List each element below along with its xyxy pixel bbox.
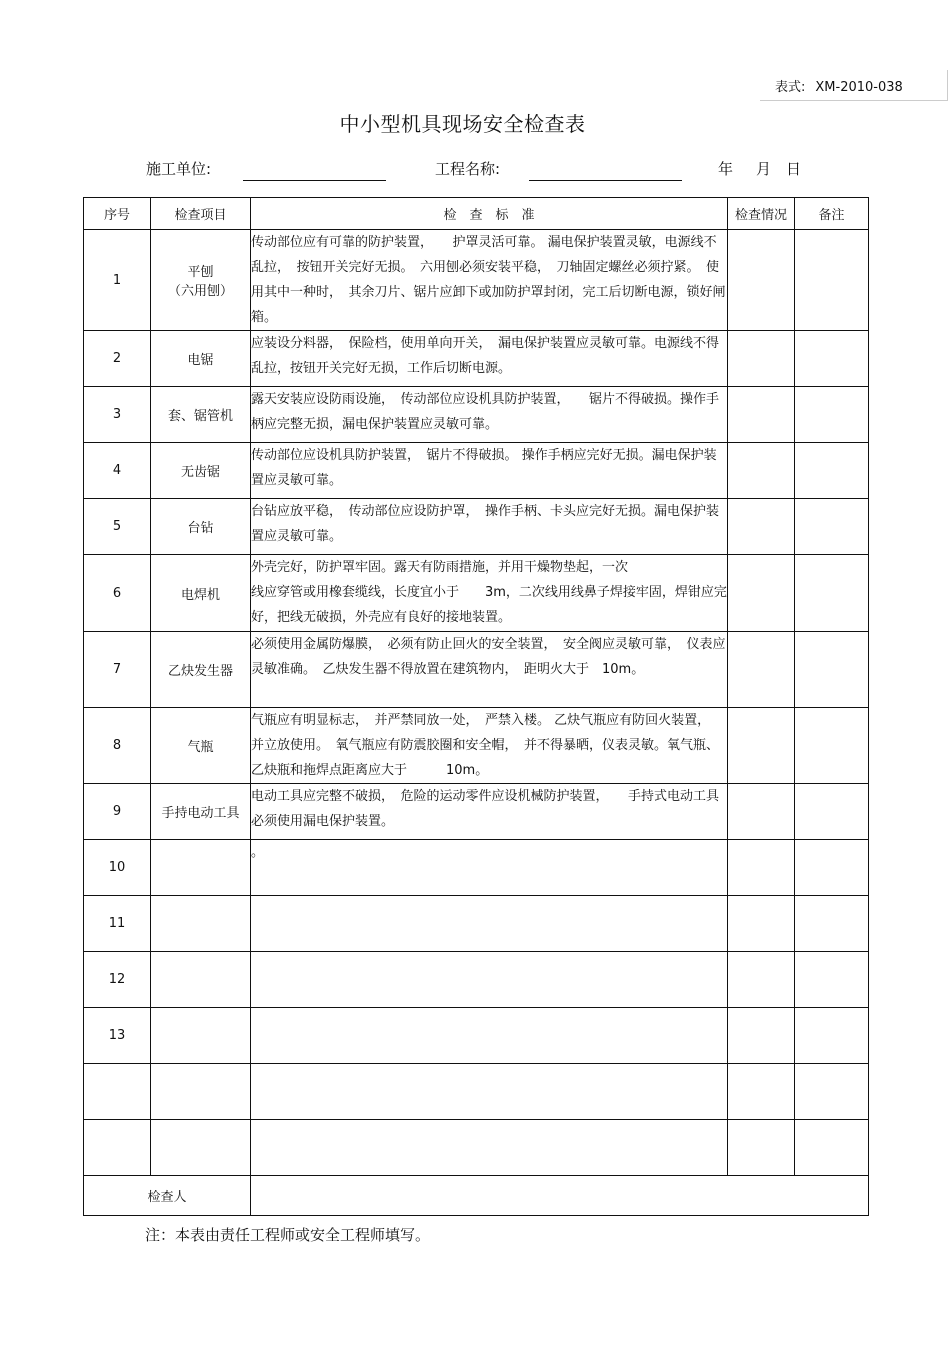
row-seq: 4 (84, 443, 151, 499)
row-seq: 3 (84, 387, 151, 443)
row-remark-field[interactable] (795, 708, 869, 784)
row-remark-field[interactable] (795, 331, 869, 387)
row-status-field[interactable] (728, 230, 795, 331)
inspector-field[interactable] (251, 1176, 869, 1216)
row-item (151, 952, 251, 1008)
row-item: 套、锯管机 (151, 387, 251, 443)
row-standard: 电动工具应完整不破损， 危险的运动零件应设机械防护装置， 手持式电动工具必须使用漏电保护装置。 (251, 784, 728, 840)
row-remark-field[interactable] (795, 387, 869, 443)
project-name-field[interactable] (529, 180, 682, 181)
row-status-field[interactable] (728, 840, 795, 896)
project-name-label: 工程名称: (435, 160, 501, 178)
table-row (84, 499, 869, 555)
row-remark-field[interactable] (795, 1064, 869, 1120)
row-remark-field[interactable] (795, 230, 869, 331)
row-item: 平刨 （六用刨） (151, 230, 251, 331)
row-standard: 露天安装应设防雨设施， 传动部位应设机具防护装置， 锯片不得破损。操作手柄应完整无损，漏电保护装置应灵敏可靠。 (251, 387, 728, 443)
row-remark-field[interactable] (795, 632, 869, 708)
row-remark-field[interactable] (795, 896, 869, 952)
table-row (84, 840, 869, 896)
table-row (84, 555, 869, 632)
row-item (151, 840, 251, 896)
row-status-field[interactable] (728, 896, 795, 952)
table-row (84, 1120, 869, 1176)
row-item (151, 1064, 251, 1120)
row-seq: 12 (84, 952, 151, 1008)
row-remark-field[interactable] (795, 555, 869, 632)
row-status-field[interactable] (728, 784, 795, 840)
row-standard: 应装设分料器， 保险档，使用单向开关， 漏电保护装置应灵敏可靠。电源线不得乱拉，按钮开关完好无损，工作后切断电源。 (251, 331, 728, 387)
row-standard (251, 952, 728, 1008)
row-seq: 2 (84, 331, 151, 387)
row-standard (251, 1008, 728, 1064)
table-row (84, 708, 869, 784)
row-status-field[interactable] (728, 555, 795, 632)
row-seq (84, 1120, 151, 1176)
row-item: 乙炔发生器 (151, 632, 251, 708)
header-status: 检查情况 (728, 198, 795, 230)
row-seq: 7 (84, 632, 151, 708)
row-status-field[interactable] (728, 1064, 795, 1120)
construction-unit-label: 施工单位: (146, 160, 212, 178)
table-row (84, 784, 869, 840)
row-item (151, 896, 251, 952)
row-item: 无齿锯 (151, 443, 251, 499)
inspector-row (84, 1176, 869, 1216)
table-header-row (84, 198, 869, 230)
row-seq: 10 (84, 840, 151, 896)
row-remark-field[interactable] (795, 840, 869, 896)
table-row (84, 632, 869, 708)
row-seq: 11 (84, 896, 151, 952)
table-row (84, 952, 869, 1008)
row-standard: 传动部位应设机具防护装置， 锯片不得破损。 操作手柄应完好无损。漏电保护装置应灵敏可靠。 (251, 443, 728, 499)
form-code-label: 表式: (775, 80, 806, 95)
footer-note: 注：本表由责任工程师或安全工程师填写。 (145, 1226, 431, 1244)
row-status-field[interactable] (728, 331, 795, 387)
row-standard: 气瓶应有明显标志， 并严禁同放一处， 严禁入楼。 乙炔气瓶应有防回火装置， 并立放使用。 氧气瓶应有防震胶圈和安全帽， 并不得暴晒，仪表灵敏。氧气瓶、乙炔瓶和拖焊点距离应大于 10m。 (251, 708, 728, 784)
row-item: 台钻 (151, 499, 251, 555)
row-seq: 13 (84, 1008, 151, 1064)
row-item: 电锯 (151, 331, 251, 387)
row-remark-field[interactable] (795, 1120, 869, 1176)
header-seq: 序号 (84, 198, 151, 230)
row-remark-field[interactable] (795, 443, 869, 499)
row-seq: 5 (84, 499, 151, 555)
table-row (84, 387, 869, 443)
row-seq (84, 1064, 151, 1120)
month-label: 月 (756, 160, 772, 178)
row-status-field[interactable] (728, 708, 795, 784)
construction-unit-field[interactable] (243, 180, 386, 181)
row-remark-field[interactable] (795, 1008, 869, 1064)
row-item: 手持电动工具 (151, 784, 251, 840)
row-remark-field[interactable] (795, 499, 869, 555)
row-status-field[interactable] (728, 632, 795, 708)
row-remark-field[interactable] (795, 784, 869, 840)
page-title: 中小型机具现场安全检查表 (339, 112, 586, 136)
row-standard: 台钻应放平稳， 传动部位应设防护罩， 操作手柄、卡头应完好无损。漏电保护装置应灵敏可靠。 (251, 499, 728, 555)
row-status-field[interactable] (728, 952, 795, 1008)
table-row (84, 1008, 869, 1064)
row-seq: 1 (84, 230, 151, 331)
row-standard (251, 896, 728, 952)
table-row (84, 1064, 869, 1120)
row-status-field[interactable] (728, 1120, 795, 1176)
form-code-value: XM-2010-038 (815, 80, 903, 95)
row-status-field[interactable] (728, 499, 795, 555)
row-item (151, 1120, 251, 1176)
header-standard: 检 查 标 准 (251, 198, 728, 230)
row-status-field[interactable] (728, 1008, 795, 1064)
table-row (84, 331, 869, 387)
row-item: 电焊机 (151, 555, 251, 632)
row-item: 气瓶 (151, 708, 251, 784)
day-label: 日 (786, 160, 802, 178)
row-standard: 。 (251, 840, 728, 896)
row-standard: 必须使用金属防爆膜， 必须有防止回火的安全装置， 安全阀应灵敏可靠， 仪表应灵敏准确。 乙炔发生器不得放置在建筑物内， 距明火大于 10m。 (251, 632, 728, 708)
year-label: 年 (718, 160, 734, 178)
row-standard (251, 1120, 728, 1176)
table-body (84, 230, 869, 1176)
header-remark: 备注 (795, 198, 869, 230)
row-status-field[interactable] (728, 387, 795, 443)
row-seq: 8 (84, 708, 151, 784)
header-item: 检查项目 (151, 198, 251, 230)
row-item (151, 1008, 251, 1064)
row-remark-field[interactable] (795, 952, 869, 1008)
row-standard (251, 1064, 728, 1120)
form-code (775, 76, 903, 95)
table-row (84, 230, 869, 331)
table-row (84, 896, 869, 952)
row-standard: 外壳完好，防护罩牢固。露天有防雨措施，并用干燥物垫起，一次 线应穿管或用橡套缆线，长度宜小于 3m，二次线用线鼻子焊接牢固，焊钳应完好，把线无破损，外壳应有良好的接地装置。 (251, 555, 728, 632)
table-row (84, 443, 869, 499)
row-seq: 6 (84, 555, 151, 632)
row-seq: 9 (84, 784, 151, 840)
row-standard: 传动部位应有可靠的防护装置， 护罩灵活可靠。 漏电保护装置灵敏，电源线不乱拉， 按钮开关完好无损。 六用刨必须安装平稳， 刀轴固定螺丝必须拧紧。 使用其中一种时， 其余刀片、锯片应卸下或加防护罩封闭，完工后切断电源，锁好闸箱。 (251, 230, 728, 331)
inspection-table (83, 197, 869, 1216)
row-status-field[interactable] (728, 443, 795, 499)
inspector-label: 检查人 (84, 1176, 251, 1216)
